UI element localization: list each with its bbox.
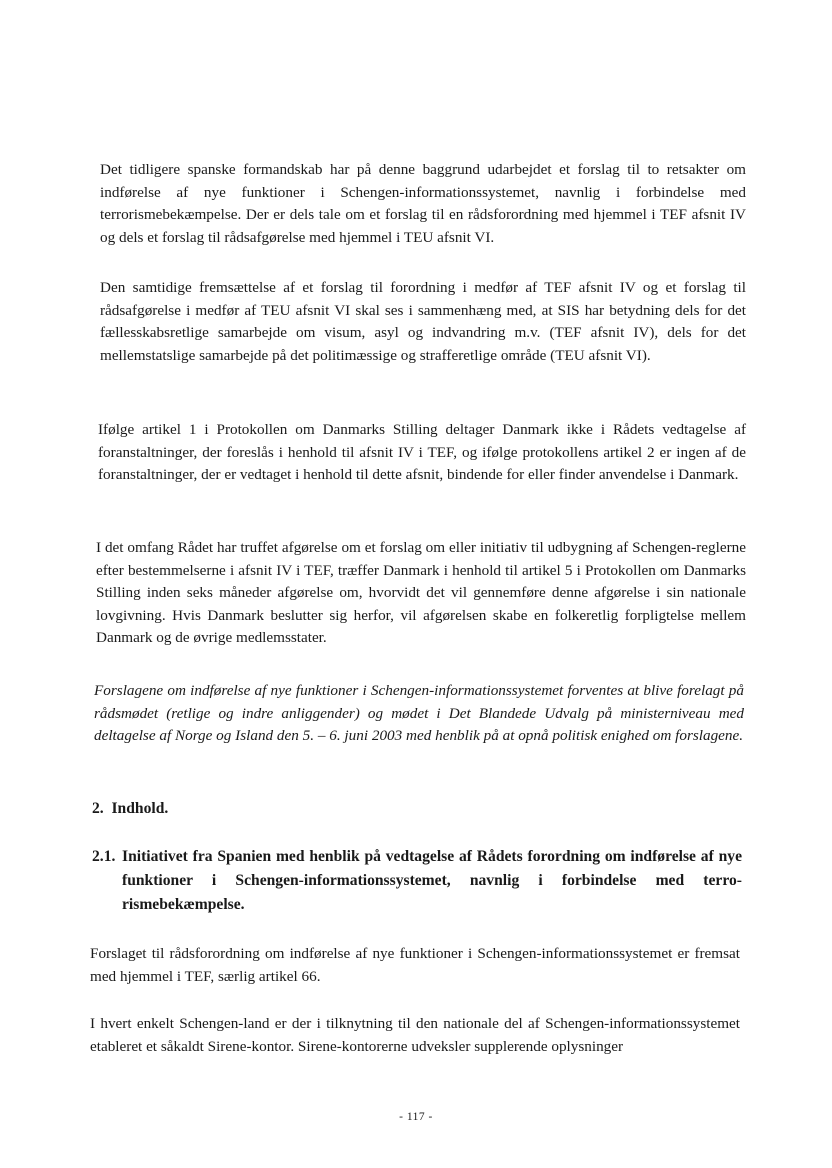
paragraph-spanish-presidency: Det tidligere spanske formandskab har på denne baggrund udarbejdet et forslag til to retsakter om indførelse af nye funktioner i Schengen-informationssystemet, navnlig i forbindelse med terrorismebekæmpelse. Der er dels tale om et forslag til en rådsforordning med hjemmel i TEF afsnit IV og dels et forslag til rådsafgørelse med hjemmel i TEU afsnit VI. [100,161,746,246]
paragraph-sirene-offices: I hvert enkelt Schengen-land er der i tilknytning til den nationale del af Schengen-informationssystemet etableret et såkaldt Sirene-kontor. Sirene-kontorerne udveksler supplerende oplysninger [90,1015,740,1055]
page-number: - 117 - [399,1111,433,1123]
subsection-title: Initiativet fra Spanien med henblik på vedtagelse af Rådets forordning om indførelse af nye funktioner i Schengen-informationssystemet, navnlig i forbindelse med terrorismebekæmpelse. [122,848,742,913]
subsection-number: 2.1. [92,848,116,865]
paragraph-article-1-protocol: Ifølge artikel 1 i Protokollen om Danmarks Stilling deltager Danmark ikke i Rådets vedtagelse af foranstaltninger, der foreslås i henhold til afsnit IV i TEF, og ifølge protokollens artikel 2 er ingen af de foranstaltninger, der er vedtaget i henhold til dette afsnit, bindende for eller finder anvendelse i Danmark. [98,421,746,484]
paragraph-regulation-legal-basis: Forslaget til rådsforordning om indførelse af nye funktioner i Schengen-informationssystemet er fremsat med hjemmel i TEF, særlig artikel 66. [90,945,740,985]
paragraph-schengen-extension: I det omfang Rådet har truffet afgørelse om et forslag om eller initiativ til udbygning af Schengen-reglerne efter bestemmelserne i afsnit IV i TEF, træffer Danmark i henhold til artikel 5 i Protokollen om Danmarks Stilling inden seks måneder afgørelse om, hvorvidt det vil gennemføre denne afgørelse i sin nationale lovgivning. Hvis Danmark beslutter sig herfor, vil afgørelsen skabe en folkeretlig forpligtelse mellem Danmark og de øvrige medlemsstater. [96,539,746,647]
section-heading: 2. Indhold. [92,800,169,817]
paragraph-council-meeting: Forslagene om indførelse af nye funktioner i Schengen-informationssystemet forventes at blive forelagt på rådsmødet (retlige og indre anliggender) og mødet i Det Blandede Udvalg på ministerniveau med deltagelse af Norge og Island den 5. – 6. juni 2003 med henblik på at opnå politisk enighed om forslagene. [94,682,744,745]
paragraph-simultaneous-proposals: Den samtidige fremsættelse af et forslag til forordning i medfør af TEF afsnit IV og et forslag til rådsafgørelse i medfør af TEU afsnit VI skal ses i sammenhæng med, at SIS har betydning dels for det fællesskabsretlige samarbejde om visum, asyl og indvandring m.v. (TEF afsnit IV), dels for det mellemstatslige samarbejde på det politimæssige og strafferetlige område (TEU afsnit VI). [100,279,746,364]
subsection-heading [92,845,742,917]
